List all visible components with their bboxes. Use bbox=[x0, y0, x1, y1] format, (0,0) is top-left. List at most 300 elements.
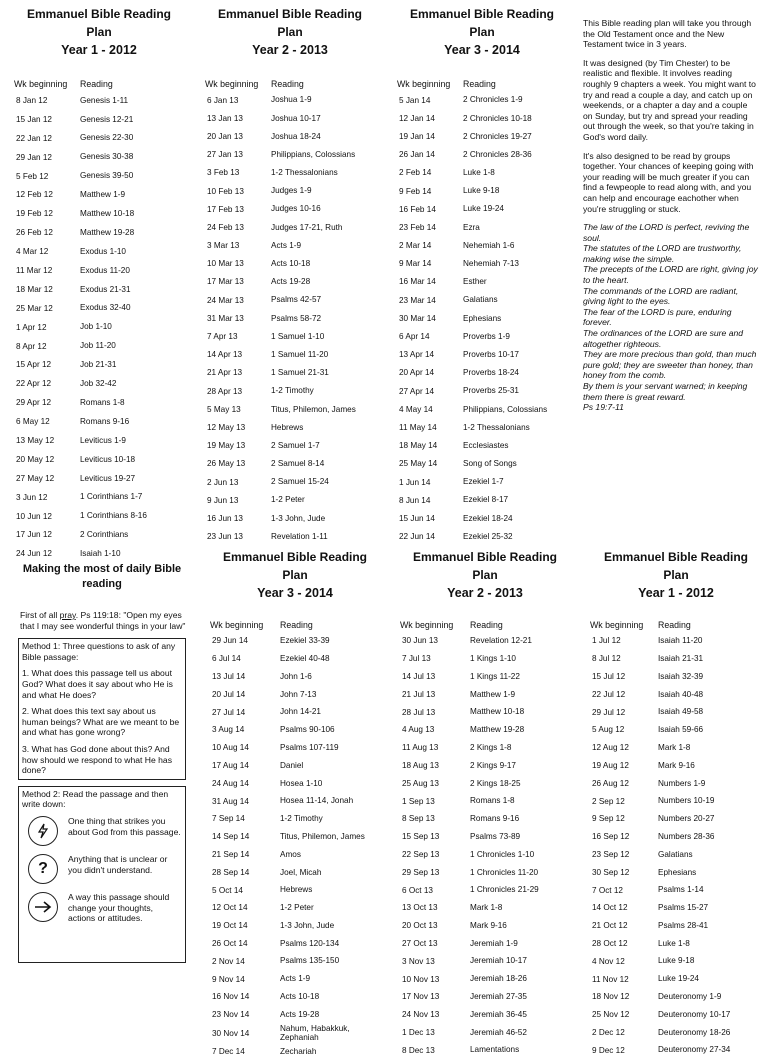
reading-passage: Matthew 19-28 bbox=[470, 725, 525, 735]
week-date: 20 Jan 13 bbox=[207, 131, 243, 141]
week-date: 28 Oct 12 bbox=[592, 938, 628, 948]
plan-title: Emmanuel Bible Reading Plan bbox=[217, 7, 363, 39]
week-date: 11 Mar 12 bbox=[16, 265, 53, 275]
plan-description bbox=[583, 18, 758, 413]
reading-table bbox=[14, 63, 184, 563]
week-date: 9 Jun 13 bbox=[207, 495, 239, 505]
week-date: 13 May 12 bbox=[16, 435, 55, 445]
reading-passage: Hosea 1-10 bbox=[280, 778, 323, 788]
reading-passage: Philippians, Colossians bbox=[271, 149, 356, 159]
reading-passage: 2 Kings 9-17 bbox=[470, 760, 516, 770]
col-wk-header: Wk beginning bbox=[590, 620, 644, 630]
table-row bbox=[397, 255, 567, 273]
reading-passage: Jeremiah 27-35 bbox=[470, 992, 527, 1002]
table-row bbox=[590, 774, 762, 792]
plan-year: Year 1 - 2012 bbox=[638, 586, 714, 600]
week-date: 2 Nov 14 bbox=[212, 956, 245, 966]
week-date: 7 Dec 14 bbox=[212, 1046, 245, 1056]
table-row bbox=[210, 988, 380, 1006]
week-date: 21 Apr 13 bbox=[207, 368, 243, 378]
reading-passage: 1 Samuel 21-31 bbox=[271, 368, 329, 378]
plan-title: Emmanuel Bible Reading Plan bbox=[412, 550, 558, 582]
week-date: 13 Apr 14 bbox=[399, 350, 435, 360]
reading-passage: Ezekiel 18-24 bbox=[463, 513, 513, 523]
reading-passage: Luke 9-18 bbox=[658, 956, 695, 966]
week-date: 26 Feb 12 bbox=[16, 228, 53, 238]
method-2-item bbox=[22, 892, 182, 924]
table-row bbox=[397, 400, 567, 418]
week-date: 6 Jan 13 bbox=[207, 95, 239, 105]
reading-passage: Acts 1-9 bbox=[280, 974, 311, 984]
week-date: 28 Jul 13 bbox=[402, 707, 436, 717]
week-date: 19 Aug 12 bbox=[592, 760, 629, 770]
reading-passage: 1 Corinthians 8-16 bbox=[80, 511, 147, 521]
table-row bbox=[14, 355, 184, 374]
reading-passage: Esther bbox=[463, 277, 487, 287]
reading-passage: Lamentations bbox=[470, 1045, 520, 1055]
method-2-item-text: One thing that strikes you about God from this passage. bbox=[68, 815, 181, 837]
week-date: 28 Apr 13 bbox=[207, 386, 243, 396]
reading-passage: Jeremiah 18-26 bbox=[470, 974, 527, 984]
reading-passage: Romans 9-16 bbox=[80, 416, 130, 426]
method-2-item bbox=[22, 816, 182, 846]
week-date: 16 Mar 14 bbox=[399, 277, 436, 287]
week-date: 20 Oct 13 bbox=[402, 921, 438, 931]
reading-passage: Matthew 10-18 bbox=[470, 707, 525, 717]
table-row bbox=[590, 668, 762, 686]
table-row bbox=[14, 110, 184, 129]
table-row bbox=[397, 127, 567, 145]
reading-passage: Matthew 1-9 bbox=[470, 689, 516, 699]
table-row bbox=[400, 952, 570, 970]
plan-year: Year 2 - 2013 bbox=[447, 586, 523, 600]
table-row bbox=[400, 828, 570, 846]
reading-passage: Psalms 73-89 bbox=[470, 831, 521, 841]
reading-passage: Mark 9-16 bbox=[470, 920, 507, 930]
table-row bbox=[14, 91, 184, 110]
reading-passage: Deuteronomy 18-26 bbox=[658, 1027, 731, 1037]
week-date: 31 Mar 13 bbox=[207, 313, 244, 323]
week-date: 17 Aug 14 bbox=[212, 760, 249, 770]
table-row bbox=[590, 650, 762, 668]
reading-passage: Numbers 10-19 bbox=[658, 796, 715, 806]
reading-passage: Matthew 1-9 bbox=[80, 190, 126, 200]
week-date: 8 Sep 13 bbox=[402, 814, 435, 824]
table-row bbox=[14, 261, 184, 280]
psalm-line: By them is your servant warned; in keeping them there is great reward. bbox=[583, 381, 748, 402]
table-row bbox=[400, 703, 570, 721]
table-row bbox=[397, 509, 567, 527]
table-row bbox=[14, 223, 184, 242]
reading-passage: Titus, Philemon, James bbox=[280, 831, 365, 841]
week-date: 17 Jun 12 bbox=[16, 530, 52, 540]
reading-table bbox=[400, 604, 570, 1059]
week-date: 16 Sep 12 bbox=[592, 832, 630, 842]
table-row bbox=[210, 668, 380, 686]
week-date: 2 Jun 13 bbox=[207, 477, 239, 487]
table-row bbox=[205, 255, 375, 273]
plan-year: Year 3 - 2014 bbox=[257, 586, 333, 600]
week-date: 22 Jun 14 bbox=[399, 532, 435, 542]
reading-passage: Isaiah 59-66 bbox=[658, 725, 704, 735]
table-row bbox=[400, 739, 570, 757]
table-row bbox=[205, 509, 375, 527]
week-date: 21 Sep 14 bbox=[212, 849, 250, 859]
psalm-line: The commands of the LORD are radiant, giving light to the eyes. bbox=[583, 285, 739, 307]
week-date: 12 Jan 14 bbox=[399, 113, 435, 123]
reading-passage: Numbers 1-9 bbox=[658, 778, 706, 788]
week-date: 21 Oct 12 bbox=[592, 921, 628, 931]
table-row bbox=[14, 374, 184, 393]
reading-passage: Jeremiah 10-17 bbox=[470, 956, 527, 966]
reading-passage: 1-3 John, Jude bbox=[271, 513, 326, 523]
table-row bbox=[210, 935, 380, 953]
table-row bbox=[590, 703, 762, 721]
reading-passage: Philippians, Colossians bbox=[463, 404, 548, 414]
week-date: 9 Feb 14 bbox=[399, 186, 432, 196]
table-row bbox=[400, 863, 570, 881]
reading-passage: Judges 1-9 bbox=[271, 186, 312, 196]
week-date: 18 May 14 bbox=[399, 441, 438, 451]
table-row bbox=[210, 703, 380, 721]
week-date: 19 May 13 bbox=[207, 441, 246, 451]
table-row bbox=[210, 863, 380, 881]
week-date: 16 Nov 14 bbox=[212, 992, 250, 1002]
table-row bbox=[205, 437, 375, 455]
table-row bbox=[400, 792, 570, 810]
plan-title: Emmanuel Bible Reading Plan bbox=[409, 7, 555, 39]
week-date: 24 Feb 13 bbox=[207, 222, 244, 232]
week-date: 11 Aug 13 bbox=[402, 743, 439, 753]
week-date: 10 Mar 13 bbox=[207, 259, 244, 269]
reading-passage: 2 Chronicles 19-27 bbox=[463, 131, 532, 141]
week-date: 12 Aug 12 bbox=[592, 743, 629, 753]
week-date: 24 Nov 13 bbox=[402, 1010, 440, 1020]
reading-passage: Isaiah 1-10 bbox=[80, 549, 121, 559]
reading-passage: Isaiah 21-31 bbox=[658, 653, 704, 663]
method-1-title: Method 1: Three questions to ask of any Bible passage: bbox=[22, 641, 176, 662]
reading-passage: 1 Chronicles 1-10 bbox=[470, 849, 535, 859]
reading-passage: Leviticus 1-9 bbox=[80, 435, 126, 445]
week-date: 26 Jan 14 bbox=[399, 150, 435, 160]
table-row bbox=[590, 899, 762, 917]
reading-passage: Luke 9-18 bbox=[463, 186, 500, 196]
week-date: 4 Aug 13 bbox=[402, 725, 435, 735]
week-date: 25 Aug 13 bbox=[402, 778, 439, 788]
reading-passage: Luke 19-24 bbox=[658, 974, 699, 984]
table-row bbox=[14, 185, 184, 204]
arrow-icon bbox=[28, 892, 58, 922]
col-wk-header: Wk beginning bbox=[14, 79, 68, 89]
reading-passage: Judges 10-16 bbox=[271, 204, 321, 214]
plan-year: Year 2 - 2013 bbox=[252, 43, 328, 57]
table-row bbox=[205, 327, 375, 345]
reading-passage: Mark 1-8 bbox=[470, 903, 503, 913]
reading-passage: Psalms 120-134 bbox=[280, 938, 340, 948]
week-date: 7 Oct 12 bbox=[592, 885, 623, 895]
reading-rows bbox=[205, 91, 375, 546]
table-row bbox=[397, 455, 567, 473]
table-row bbox=[590, 1006, 762, 1024]
plan-header bbox=[210, 548, 380, 602]
reading-passage: Acts 10-18 bbox=[280, 992, 320, 1002]
week-date: 15 Jan 12 bbox=[16, 114, 52, 124]
table-row bbox=[14, 148, 184, 167]
week-date: 23 Feb 14 bbox=[399, 222, 436, 232]
reading-passage: Titus, Philemon, James bbox=[271, 404, 356, 414]
psalm-reference: Ps 19:7-11 bbox=[583, 402, 624, 413]
reading-passage: Numbers 20-27 bbox=[658, 814, 715, 824]
table-row bbox=[590, 721, 762, 739]
table-row bbox=[400, 881, 570, 899]
week-date: 5 Jan 14 bbox=[399, 95, 431, 105]
week-date: 23 Jun 13 bbox=[207, 532, 243, 542]
table-row bbox=[400, 899, 570, 917]
reading-passage: Psalms 107-119 bbox=[280, 742, 339, 752]
week-date: 29 Sep 13 bbox=[402, 867, 440, 877]
reading-passage: Ezra bbox=[463, 222, 480, 232]
table-row bbox=[210, 632, 380, 650]
table-row bbox=[14, 488, 184, 507]
reading-passage: Hebrews bbox=[271, 422, 304, 432]
reading-passage: 1-2 Peter bbox=[271, 495, 305, 505]
reading-passage: Psalms 90-106 bbox=[280, 725, 335, 735]
method-2-item-text: Anything that is unclear or you didn't understand. bbox=[68, 853, 168, 875]
week-date: 12 Oct 14 bbox=[212, 903, 248, 913]
table-row bbox=[400, 935, 570, 953]
reading-passage: Joshua 1-9 bbox=[271, 95, 312, 105]
table-row bbox=[397, 182, 567, 200]
reading-passage: Ephesians bbox=[463, 313, 502, 323]
table-row bbox=[400, 774, 570, 792]
week-date: 10 Nov 13 bbox=[402, 974, 440, 984]
table-row bbox=[205, 346, 375, 364]
reading-passage: Leviticus 10-18 bbox=[80, 454, 136, 464]
method-1-question: 2. What does this text say about us human beings? What are we meant to be and what has gone wrong? bbox=[22, 706, 180, 738]
method-2-item-text: A way this passage should change your thoughts, actions or attitudes. bbox=[68, 891, 170, 924]
description-paragraph: This Bible reading plan will take you through the Old Testament once and the New Testament twice in 3 years. bbox=[583, 18, 752, 50]
psalm-line: They are more precious than gold, than much pure gold; they are sweeter than honey, than honey from the comb. bbox=[583, 349, 757, 381]
table-row bbox=[590, 632, 762, 650]
table-row bbox=[590, 1024, 762, 1042]
week-date: 30 Nov 14 bbox=[212, 1028, 250, 1038]
reading-passage: Daniel bbox=[280, 760, 304, 770]
table-row bbox=[397, 200, 567, 218]
description-paragraph: It was designed (by Tim Chester) to be realistic and flexible. It involves reading roughly 9 chapters a week. You might want to try and read a couple a day, and catch up on weekends, or a chapter a day and a couple on Sunday, but try and spread your reading out through the week, so that you're taking in God's word daily. bbox=[583, 57, 756, 142]
week-date: 17 Mar 13 bbox=[207, 277, 244, 287]
reading-passage: Genesis 30-38 bbox=[80, 152, 134, 162]
week-date: 15 Jun 14 bbox=[399, 513, 435, 523]
week-date: 1 Sep 13 bbox=[402, 796, 435, 806]
table-row bbox=[397, 237, 567, 255]
reading-passage: Deuteronomy 10-17 bbox=[658, 1009, 731, 1019]
week-date: 5 Feb 12 bbox=[16, 171, 49, 181]
reading-passage: Mark 9-16 bbox=[658, 760, 695, 770]
table-row bbox=[400, 685, 570, 703]
reading-passage: Isaiah 11-20 bbox=[658, 636, 703, 646]
reading-passage: Genesis 12-21 bbox=[80, 114, 134, 124]
reading-passage: Proverbs 18-24 bbox=[463, 368, 519, 378]
reading-plan-year2-part2 bbox=[400, 548, 570, 1059]
reading-passage: Galatians bbox=[658, 849, 693, 859]
week-date: 14 Jul 13 bbox=[402, 671, 436, 681]
plan-header bbox=[590, 548, 762, 602]
week-date: 25 May 14 bbox=[399, 459, 438, 469]
reading-passage: Revelation 12-21 bbox=[470, 636, 532, 646]
table-row bbox=[590, 810, 762, 828]
reading-passage: Ezekiel 40-48 bbox=[280, 653, 330, 663]
week-date: 10 Aug 14 bbox=[212, 743, 249, 753]
reading-passage: Acts 19-28 bbox=[280, 1009, 320, 1019]
reading-passage: 1 Chronicles 11-20 bbox=[470, 867, 539, 877]
reading-passage: Genesis 22-30 bbox=[80, 133, 134, 143]
reading-passage: Romans 1-8 bbox=[470, 796, 515, 806]
col-reading-header: Reading bbox=[658, 620, 691, 630]
week-date: 25 Nov 12 bbox=[592, 1010, 630, 1020]
reading-rows bbox=[210, 632, 380, 1060]
table-row bbox=[590, 935, 762, 953]
reading-plan-year1-part2 bbox=[590, 548, 762, 1059]
table-row bbox=[397, 109, 567, 127]
week-date: 8 Dec 13 bbox=[402, 1045, 435, 1055]
week-date: 8 Jun 14 bbox=[399, 495, 431, 505]
week-date: 17 Nov 13 bbox=[402, 992, 440, 1002]
week-date: 11 May 14 bbox=[399, 422, 437, 432]
plan-year: Year 3 - 2014 bbox=[444, 43, 520, 57]
week-date: 22 Jan 12 bbox=[16, 133, 52, 143]
reading-passage: Acts 1-9 bbox=[271, 240, 302, 250]
reading-passage: Joshua 18-24 bbox=[271, 131, 321, 141]
reading-passage: Exodus 1-10 bbox=[80, 246, 126, 256]
reading-passage: 1-2 Peter bbox=[280, 903, 314, 913]
week-date: 8 Apr 12 bbox=[16, 341, 47, 351]
table-row bbox=[205, 473, 375, 491]
week-date: 19 Oct 14 bbox=[212, 921, 248, 931]
week-date: 29 Apr 12 bbox=[16, 398, 52, 408]
table-row bbox=[590, 828, 762, 846]
week-date: 1 Jun 14 bbox=[399, 477, 431, 487]
intro-text: First of all bbox=[20, 610, 60, 620]
method-1-box bbox=[18, 638, 186, 780]
reading-passage: Exodus 32-40 bbox=[80, 303, 131, 313]
reading-passage: Exodus 21-31 bbox=[80, 284, 131, 294]
week-date: 9 Sep 12 bbox=[592, 814, 625, 824]
week-date: 16 Jun 13 bbox=[207, 513, 243, 523]
reading-passage: Revelation 1-11 bbox=[271, 531, 328, 541]
lightning-icon bbox=[28, 816, 58, 846]
table-row bbox=[205, 109, 375, 127]
week-date: 18 Mar 12 bbox=[16, 284, 53, 294]
table-row bbox=[590, 863, 762, 881]
table-row bbox=[397, 437, 567, 455]
col-wk-header: Wk beginning bbox=[400, 620, 454, 630]
table-row bbox=[205, 182, 375, 200]
reading-plan-year3-part2 bbox=[210, 548, 380, 1060]
week-date: 30 Jun 13 bbox=[402, 636, 438, 646]
table-row bbox=[205, 455, 375, 473]
reading-passage: Nahum, Habakkuk, Zephaniah bbox=[280, 1023, 350, 1043]
table-row bbox=[397, 164, 567, 182]
week-date: 7 Sep 14 bbox=[212, 814, 245, 824]
table-row bbox=[14, 299, 184, 318]
table-row bbox=[210, 721, 380, 739]
reading-table bbox=[210, 604, 380, 1060]
reading-passage: Proverbs 25-31 bbox=[463, 386, 519, 396]
table-row bbox=[210, 1006, 380, 1024]
table-row bbox=[14, 544, 184, 563]
week-date: 10 Feb 13 bbox=[207, 186, 244, 196]
week-date: 24 Mar 13 bbox=[207, 295, 244, 305]
reading-passage: Amos bbox=[280, 849, 301, 859]
reading-passage: Exodus 11-20 bbox=[80, 265, 130, 275]
table-row bbox=[205, 400, 375, 418]
table-row bbox=[14, 318, 184, 337]
table-row bbox=[397, 273, 567, 291]
reading-passage: Proverbs 10-17 bbox=[463, 349, 519, 359]
table-row bbox=[14, 337, 184, 356]
plan-header bbox=[397, 5, 567, 59]
reading-passage: Jeremiah 1-9 bbox=[470, 938, 518, 948]
reading-passage: 1 Chronicles 21-29 bbox=[470, 885, 539, 895]
table-row bbox=[397, 291, 567, 309]
week-date: 26 May 13 bbox=[207, 459, 246, 469]
week-date: 2 Mar 14 bbox=[399, 241, 432, 251]
reading-rows bbox=[590, 632, 762, 1059]
col-wk-header: Wk beginning bbox=[397, 79, 451, 89]
week-date: 16 Feb 14 bbox=[399, 204, 436, 214]
week-date: 12 Feb 12 bbox=[16, 190, 53, 200]
table-row bbox=[397, 91, 567, 109]
table-row bbox=[400, 970, 570, 988]
week-date: 25 Mar 12 bbox=[16, 303, 53, 313]
reading-passage: Zechariah bbox=[280, 1046, 317, 1056]
week-date: 29 Jan 12 bbox=[16, 152, 52, 162]
table-row bbox=[590, 988, 762, 1006]
week-date: 15 Apr 12 bbox=[16, 360, 52, 370]
table-row bbox=[210, 739, 380, 757]
week-date: 13 Jul 14 bbox=[212, 671, 246, 681]
reading-passage: 1-2 Thessalonians bbox=[271, 168, 338, 178]
reading-passage: 2 Samuel 1-7 bbox=[271, 440, 320, 450]
table-row bbox=[210, 1043, 380, 1060]
table-row bbox=[400, 650, 570, 668]
table-row bbox=[397, 382, 567, 400]
reading-passage: Job 11-20 bbox=[80, 341, 116, 351]
reading-passage: 2 Samuel 15-24 bbox=[271, 477, 329, 487]
reading-passage: Ezekiel 1-7 bbox=[463, 477, 504, 487]
week-date: 22 Jul 12 bbox=[592, 689, 626, 699]
week-date: 1 Dec 13 bbox=[402, 1027, 435, 1037]
reading-passage: Ezekiel 33-39 bbox=[280, 636, 330, 646]
table-row bbox=[400, 757, 570, 775]
table-row bbox=[205, 418, 375, 436]
week-date: 14 Sep 14 bbox=[212, 832, 250, 842]
week-date: 29 Jun 14 bbox=[212, 636, 248, 646]
reading-passage: Hebrews bbox=[280, 885, 313, 895]
week-date: 27 Apr 14 bbox=[399, 386, 435, 396]
tips-intro bbox=[20, 610, 186, 631]
reading-passage: Genesis 39-50 bbox=[80, 171, 134, 181]
reading-passage: Genesis 1-11 bbox=[80, 95, 129, 105]
reading-passage: Leviticus 19-27 bbox=[80, 473, 136, 483]
week-date: 6 May 12 bbox=[16, 417, 50, 427]
reading-passage: 2 Samuel 8-14 bbox=[271, 459, 325, 469]
reading-passage: Job 32-42 bbox=[80, 379, 117, 389]
col-reading-header: Reading bbox=[470, 620, 503, 630]
reading-passage: Matthew 10-18 bbox=[80, 209, 135, 219]
week-date: 27 Jan 13 bbox=[207, 150, 243, 160]
plan-title: Emmanuel Bible Reading Plan bbox=[26, 7, 172, 39]
